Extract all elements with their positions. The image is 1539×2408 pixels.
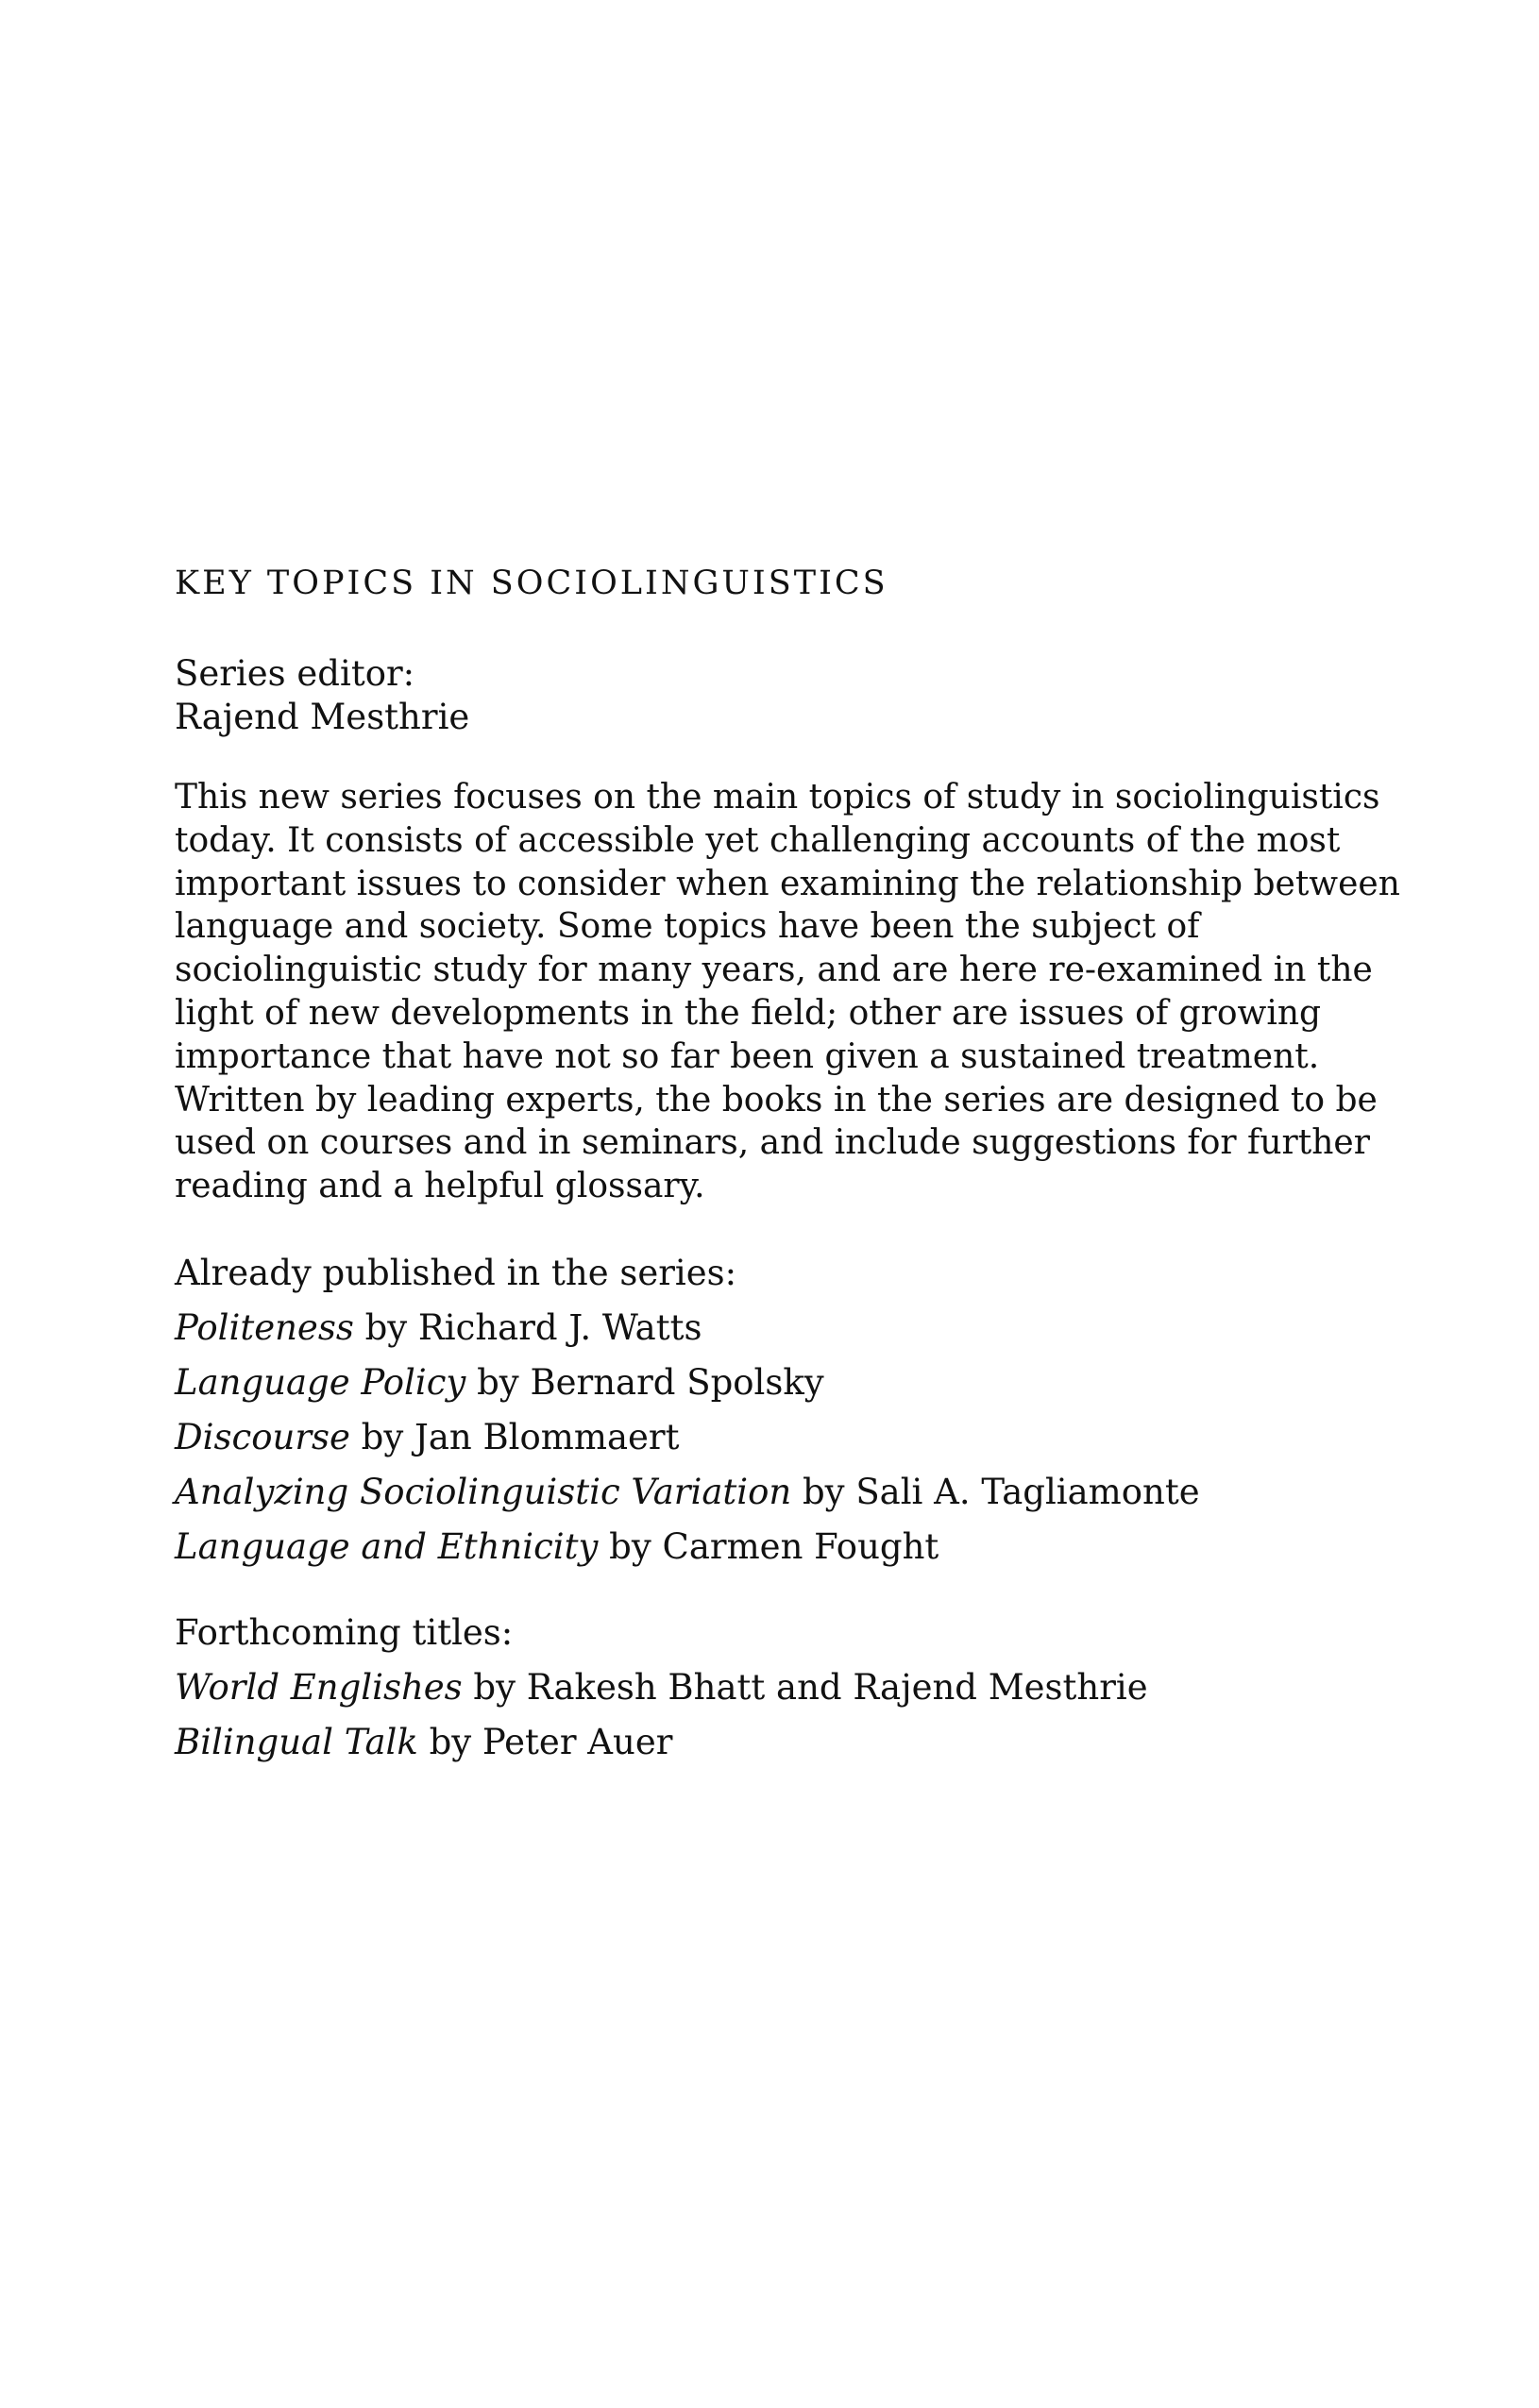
book-byline: by Peter Auer <box>417 1721 673 1762</box>
series-title: KEY TOPICS IN SOCIOLINGUISTICS <box>175 564 888 602</box>
book-byline: by Carmen Fought <box>598 1525 939 1567</box>
series-description: This new series focuses on the main topics of study in sociolinguistics today. It consists of accessible yet challenging accounts of the most important issues to consider when examining the relationship between language and society. Some topics have been the subject of sociolinguistic study for many years, and are here re-examined in the light of new developments in the field; other are issues of growing importance that have not so far been given a sustained treatment. Written by leading experts, the books in the series are designed to be used on courses and in seminars, and include suggestions for further reading and a helpful glossary. <box>175 778 1400 1206</box>
published-list <box>175 1246 1393 1574</box>
book-byline: by Richard J. Watts <box>353 1306 702 1348</box>
forthcoming-heading: Forthcoming titles: <box>175 1611 514 1653</box>
forthcoming-list <box>175 1606 1393 1770</box>
book-byline: by Bernard Spolsky <box>465 1361 824 1403</box>
series-editor-label: Series editor: <box>175 653 415 694</box>
forthcoming-item <box>175 1715 1393 1770</box>
published-item <box>175 1465 1393 1520</box>
book-title: Bilingual Talk <box>175 1721 418 1762</box>
series-editor-name: Rajend Mesthrie <box>175 697 470 737</box>
published-item <box>175 1356 1393 1410</box>
book-title: Discourse <box>175 1416 350 1457</box>
published-heading: Already published in the series: <box>175 1252 737 1293</box>
book-title: World Englishes <box>175 1666 463 1708</box>
book-title: Language and Ethnicity <box>175 1525 599 1567</box>
book-byline: by Jan Blommaert <box>349 1416 680 1457</box>
published-item <box>175 1301 1393 1356</box>
published-item <box>175 1410 1393 1465</box>
book-byline: by Rakesh Bhatt and Rajend Mesthrie <box>462 1666 1148 1708</box>
series-page <box>175 563 1400 1770</box>
book-title: Analyzing Sociolinguistic Variation <box>175 1471 792 1512</box>
series-editor-block <box>175 652 1393 739</box>
book-title: Politeness <box>175 1306 354 1348</box>
book-title: Language Policy <box>175 1361 466 1403</box>
book-byline: by Sali A. Tagliamonte <box>791 1471 1200 1512</box>
forthcoming-item <box>175 1660 1393 1715</box>
published-item <box>175 1520 1393 1574</box>
